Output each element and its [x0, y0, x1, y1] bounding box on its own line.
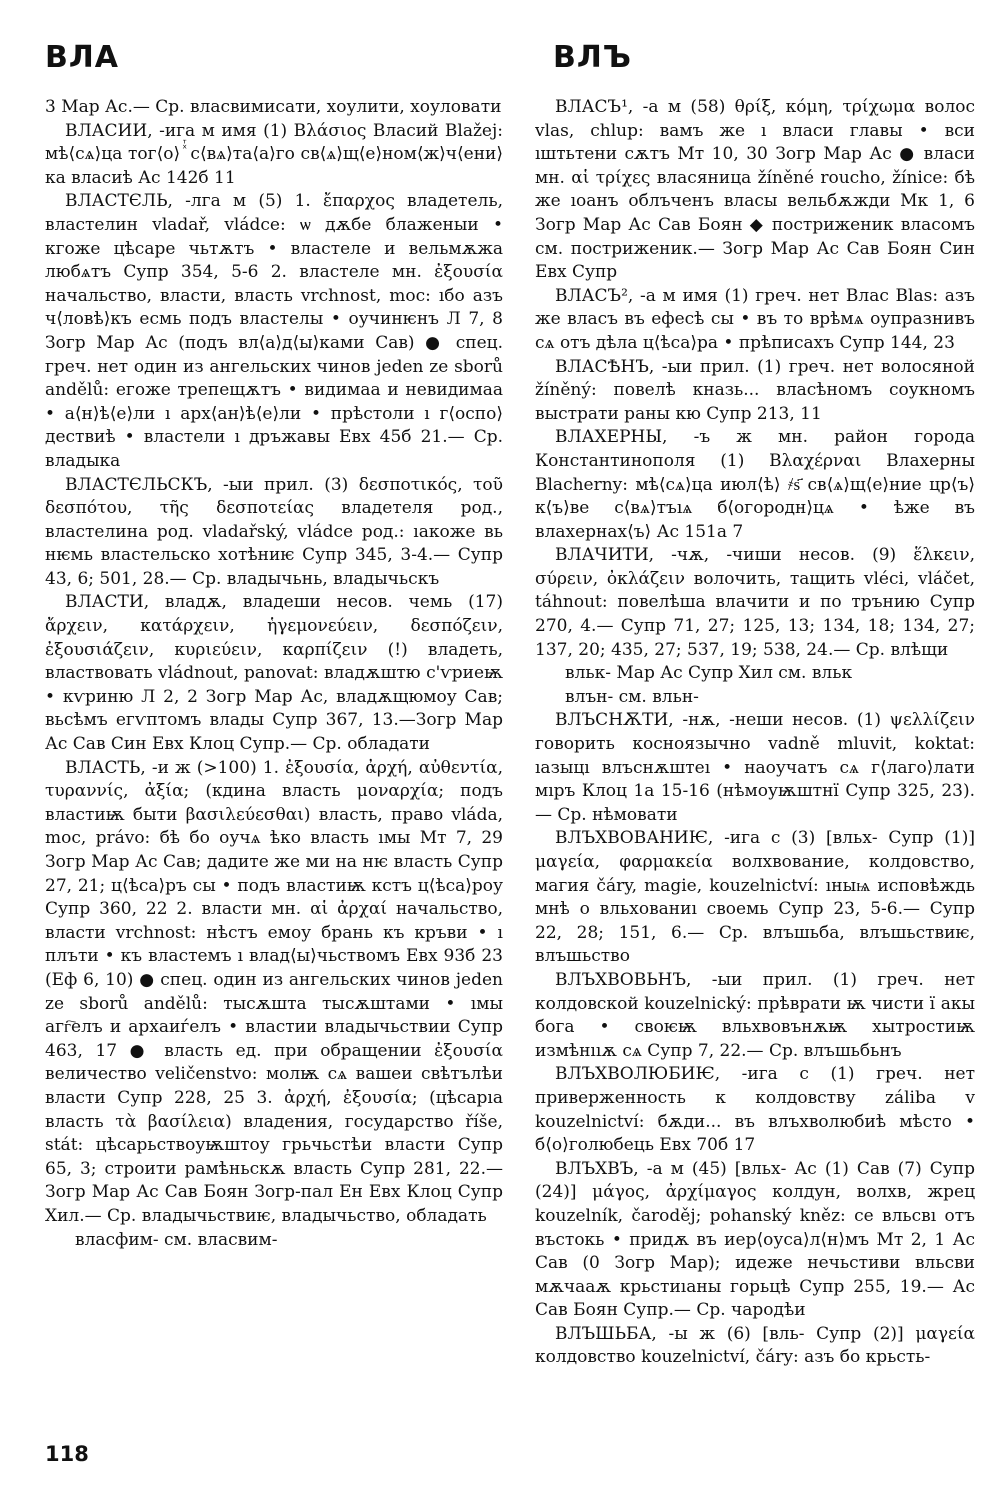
cross-reference: вльк- Мар Ас Супр Хил см. вльк	[565, 663, 853, 684]
dictionary-entry: ВЛАСЪ¹, -а м (58) θρίξ, κόμη, τρίχωμα волос vlas, chlup: вамъ же ı власи главы • вси ıштьтени сѫтъ Мт 10, 30 Зогр Мар Ас ● власи мн. αἱ τρίχες власяница žíněné roucho, žínice: бѣ же ıоанъ облъченъ власы вельбѫжди Мк 1, 6 Зогр Мар Ас Сав Боян ◆ постриженик власомъ см. постриженик.— Зогр Мар Ас Сав Боян Син Евх Супр	[535, 97, 975, 283]
dictionary-entry: ВЛАСТЬ, -и ж (>100) 1. ἐξουσία, ἀρχή, αὐθεντία, τυραννίς, ἀξία; (кдина власть μοναρχία; подъ властиѭ быти βασιλεύεσθαι) власть, право vláda, moc, právo: бѣ бо оучѧ ѣко власть ıмы Мт 7, 29 Зогр Мар Ас Сав; дадите же ми на нѥ власть Супр 27, 21; ц⟨ѣса⟩ръ сы • подъ властиѭ кстъ ц⟨ѣса⟩роу Супр 360, 22 2. власти мн. αἱ ἀρχαί начальство, власти vrchnost: нѣстъ емоу брань къ кръви • ı плъти • къ властемъ ı влад⟨ы⟩чьствомъ Евх 93б 23 (Еф 6, 10) ● спец. один из ангельских чинов jeden ze sborů andělů: тысѫшта тысѫштами • ıмы агг҇елъ и архаиѓелъ • властии владычьствии Супр 463, 17 ● власть ед. при обращении ἐξουσία величество veličenstvo: молѭ сѧ вашеи свѣтълѣи власти Супр 228, 25 3. ἀρχή, ἐξουσία; (цѣсарıа власть τὰ βασίλεια) владения, государство říše, stát: цѣсарьствоуѭштоу грьчьстѣи власти Супр 65, 3; строити рамѣньскѫ власть Супр 281, 22.—Зогр Мар Ас Сав Боян Зогр-пал Ен Евх Клоц Супр Хил.— Ср. владычьствиѥ, владычьство, обладать	[45, 757, 503, 1226]
running-head-right: ВЛЪ	[553, 40, 632, 75]
dictionary-entry: ВЛЪХВОВАНИѤ, -ига с (3) [вльх- Супр (1)] μαγεία, φαρμακεία волхвование, колдовство, магия čáry, magie, kouzelnictví: ıныѩ исповѣждь мнѣ о вльхованиı своемь Супр 23, 5-6.— Супр 22, 28; 151, 6.— Ср. влъшьба, влъшьствиѥ, влъшьство	[535, 828, 975, 967]
dictionary-entry: ВЛАСТЄЛЬ, -лга м (5) 1. ἔπαρχος владетель, властелин vladař, vládce: ѡ дѫбе блаженыи • кгоже цѣсаре чьтѫтъ • властеле и вельмѫжа любѧтъ Супр 354, 5-6 2. властеле мн. ἐξουσία начальство, власти, власть vrchnost, moc: ıбо азъ ч⟨ловѣ⟩къ есмь подъ властелы • оучинѥнъ Л 7, 8 Зогр Мар Ас (подъ вл⟨а⟩д⟨ы⟩ками Сав) ● спец. греч. нет один из ангельских чинов jeden ze sborů andělů: егоже трепещѫтъ • видимаа и невидимаа • а⟨н⟩ѣ⟨е⟩ли ı арх⟨ан⟩ѣ⟨е⟩ли • прѣстоли ı г⟨оспо⟩дествиѣ • властели ı дръжавы Евх 45б 21.— Ср. владыка	[45, 191, 503, 471]
cross-reference: власфим- см. власвим-	[75, 1229, 278, 1250]
dictionary-entry: ВЛЪСНѪТИ, -нѫ, -неши несов. (1) ψελλίζειν говорить косноязычно vadně mluvit, koktat: ıазыцı влъснѫштеı • наоучатъ сѧ г⟨лаго⟩лати мıръ Клоц 1а 15-16 (нѣмоуѭштнї Супр 325, 23).— Ср. нѣмовати	[535, 710, 975, 825]
dictionary-entry: ВЛЪХВОВЬНЪ, -ыи прил. (1) греч. нет колдовской kouzelnický: прѣврати ѭ чисти ї акы бога • своѥѭ вльхвовънѫѭ хытростиѭ измѣнııѫ сѧ Супр 7, 22.— Ср. влъшьбьнъ	[535, 969, 975, 1061]
dictionary-entry: ВЛАСЪ², -а м имя (1) греч. нет Влас Blas: азъ же власъ въ ефесѣ сы • въ то врѣмѧ оупразнивъ сѧ отъ дѣла ц⟨ѣса⟩ра • прѣписахъ Супр 144, 23	[535, 285, 975, 353]
cross-reference: влън- см. вльн-	[565, 686, 699, 707]
left-column	[45, 96, 503, 1426]
dictionary-entry: ВЛЪХВОЛЮБИѤ, -ига с (1) греч. нет приверженность к колдовству záliba v kouzelnictví: бѫди... въ влъхволюбиѣ мѣсто • б⟨о⟩голюбець Евх 70б 17	[535, 1064, 975, 1156]
dictionary-entry: ВЛАСИИ, -ига м имя (1) Βλάσιος Власий Blažej: мѣ⟨сѧ⟩ца тог⟨о⟩ ⷯⷮ с⟨вѧ⟩та⟨а⟩го св⟨ѧ⟩щ⟨е⟩ном⟨ж⟩ч⟨ени⟩ка власиѣ Ас 142б 11	[45, 120, 503, 188]
running-head-left: ВЛА	[45, 40, 120, 75]
right-column	[535, 96, 975, 1426]
dictionary-entry: ВЛЪХВЪ, -а м (45) [вльх- Ас (1) Сав (7) Супр (24)] μάγος, ἀρχίμαγος колдун, волхв, жрец kouzelník, čaroděj; pohanský kněz: се вльсвı отъ въстокь • придѫ въ иер⟨оуса⟩л⟨н⟩мъ Мт 2, 1 Ас Сав (0 Зогр Мар); идеже нечьстиви вльсви мѫчааѫ крьстиıаны горьцѣ Супр 255, 19.— Ас Сав Боян Супр.— Ср. чародѣи	[535, 1158, 975, 1321]
dictionary-entry: ВЛАСТЄЛЬСКЪ, -ыи прил. (3) δεσποτικός, τοῦ δεσπότου, τῆς δεσποτείας владетеля род., властелина род. vladařský, vládce род.: ıакоже вь нѥмь властельско хотѣниѥ Супр 345, 3-4.— Супр 43, 6; 501, 28.— Ср. владычьнь, владычьскъ	[45, 474, 503, 589]
dictionary-entry: ВЛАХЕРНЫ, -ъ ж мн. район города Константинополя (1) Βλαχέρναι Влахерны Blacherny: мѣ⟨сѧ⟩ца июл⟨ѣ⟩ ҂ѕ҃ св⟨ѧ⟩щ⟨е⟩ние цр⟨ъ⟩к⟨ъ⟩ве с⟨вѧ⟩тъıѧ б⟨огородн⟩цѧ • ѣже въ влахернах⟨ъ⟩ Ас 151а 7	[535, 427, 975, 542]
dictionary-entry: ВЛАСѢНЪ, -ыи прил. (1) греч. нет волосяной žíněný: повелѣ кназь... власѣномъ соукномъ выстрати раны кю Супр 213, 11	[535, 356, 975, 424]
dictionary-entry: ВЛАЧИТИ, -чѫ, -чиши несов. (9) ἕλκειν, σύρειν, ὀκλάζειν волочить, тащить vléci, vláčet, táhnout: повелѣша влачити и по трънию Супр 270, 4.— Супр 71, 27; 125, 13; 134, 18; 134, 27; 137, 20; 435, 27; 537, 19; 538, 24.— Ср. влѣщи	[535, 545, 975, 660]
dictionary-entry: ВЛЪШЬБА, -ы ж (6) [вль- Супр (2)] μαγεία колдовство kouzelnictví, čáry: азъ бо крьсть-	[535, 1323, 975, 1368]
entry-continuation: 3 Мар Ас.— Ср. власвимисати, хоулити, хоуловати	[45, 97, 502, 117]
dictionary-entry: ВЛАСТИ, владѫ, владеши несов. чемь (17) ἄρχειν, κατάρχειν, ἡγεμονεύειν, δεσπόζειν, ἐξουσιάζειν, κυριεύειν, καρπίζειν (!) владеть, властвовать vládnout, panovat: владѫштю с'ѵриеѭ • кѵриню Л 2, 2 Зогр Мар Ас, владѫщюмоу Сав; вьсѣмъ егѵптомъ влады Супр 367, 13.—Зогр Мар Ас Сав Син Евх Клоц Супр.— Ср. обладати	[45, 592, 503, 755]
page-number: 118	[45, 1442, 89, 1466]
